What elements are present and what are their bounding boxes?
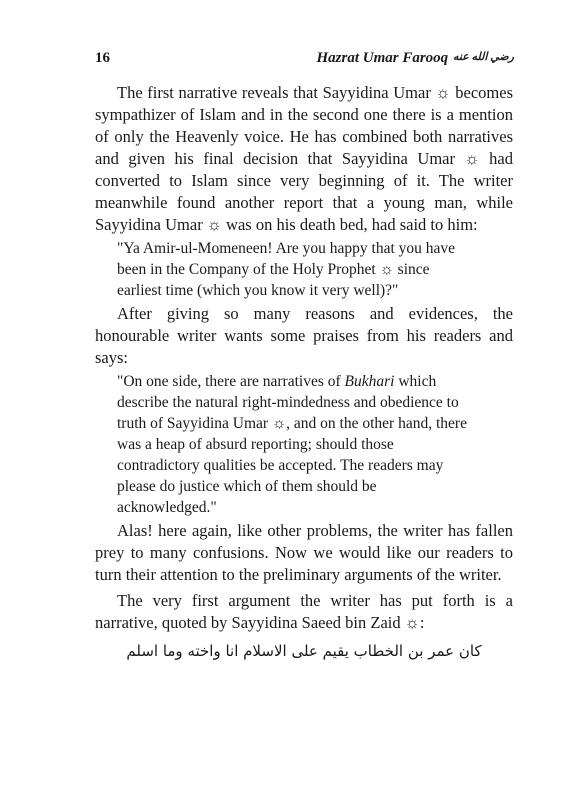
quote-2-italic: Bukhari	[344, 373, 395, 390]
quote-2-part-b: which describe the natural right-mindedness and obedience to truth of Sayyidina Umar ☼, and on the other hand, there was a heap of absurd reporting; should those contradictory qualities be accepted. The readers may please do justice which of them should be acknowledged."	[117, 373, 467, 516]
running-title	[316, 50, 515, 67]
paragraph-1: The first narrative reveals that Sayyidina Umar ☼ becomes sympathizer of Islam and in the second one there is a mention of only the Heavenly voice. He has combined both narratives and given his final decision that Sayyidina Umar ☼ had converted to Islam since very beginning of it. The writer meanwhile found another report that a young man, while Sayyidina Umar ☼ was on his death bed, had said to him:	[95, 83, 513, 234]
paragraph-3: Alas! here again, like other problems, the writer has fallen prey to many confusions. Now we would like our readers to turn their attention to the preliminary arguments of the writer.	[95, 521, 513, 584]
honorific-mark: رضي الله عنه	[452, 51, 514, 63]
paragraph-2: After giving so many reasons and evidences, the honourable writer wants some praises from his readers and says:	[95, 304, 513, 367]
arabic-quotation: كان عمر بن الخطاب يقيم على الاسلام انا واخته وما اسلم	[126, 642, 482, 660]
paragraph-4: The very first argument the writer has put forth is a narrative, quoted by Sayyidina Saeed bin Zaid ☼:	[95, 591, 513, 632]
running-title-text: Hazrat Umar Farooq	[316, 50, 449, 66]
page-body	[95, 82, 513, 660]
block-quote-2	[117, 371, 477, 518]
block-quote-1: "Ya Amir-ul-Momeneen! Are you happy that you have been in the Company of the Holy Prophet ☼ since earliest time (which you know it very well)?"	[117, 240, 456, 299]
page-header	[95, 50, 515, 72]
page-number: 16	[95, 50, 110, 66]
quote-2-part-a: "On one side, there are narratives of	[117, 373, 345, 390]
